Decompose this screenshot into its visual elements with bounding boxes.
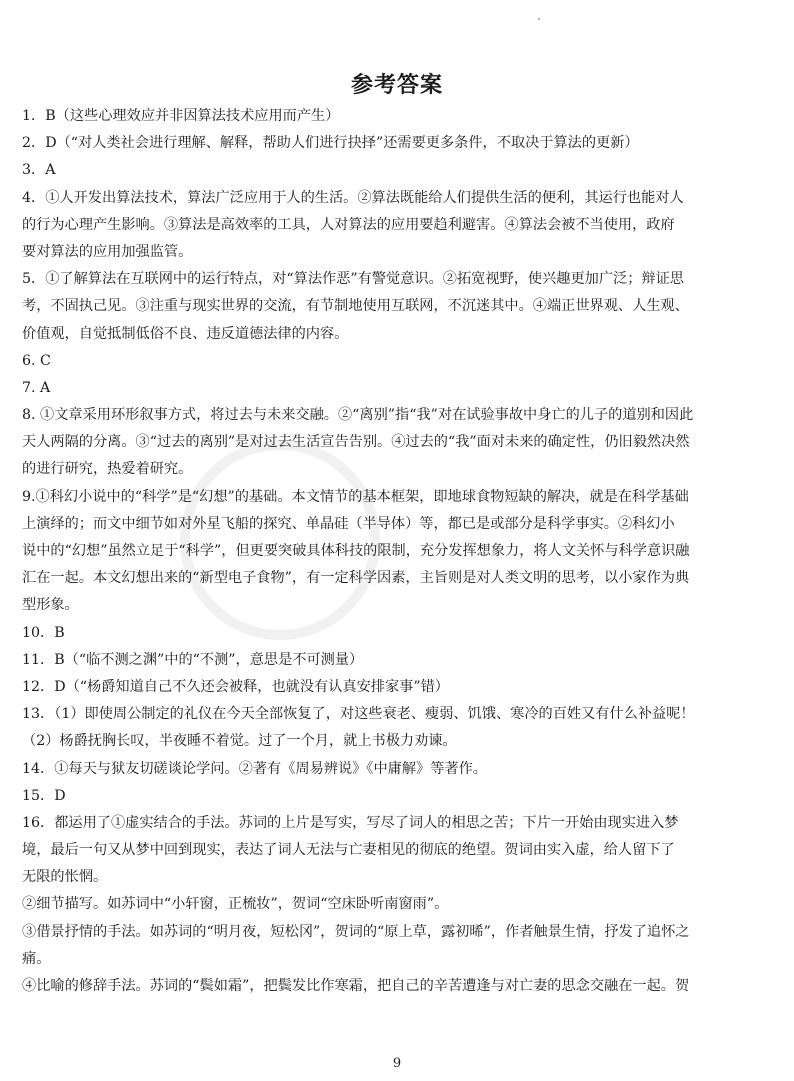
answer-line: 汇在一起。本文幻想出来的“新型电子食物”，有一定科学因素，主旨则是对人类文明的思考，以小家作为典 — [22, 570, 690, 587]
answer-line: 境，最后一句又从梦中回到现实，表达了词人无法与亡妻相见的彻底的绝望。贺词由实入虚，给人留下了 — [22, 842, 675, 859]
answer-line: 8. ①文章采用环形叙事方式，将过去与未来交融。②“离别”指“我”对在试验事故中身亡的儿子的道别和因此 — [22, 407, 694, 424]
answer-line: 无限的怅惘。 — [22, 869, 108, 886]
answer-line: 5．①了解算法在互联网中的运行特点，对“算法作恶”有警觉意识。②拓宽视野，使兴趣更加广泛；辩证思 — [22, 271, 684, 288]
answer-list — [22, 103, 766, 1000]
answer-line: 考，不固执己见。③注重与现实世界的交流，有节制地使用互联网，不沉迷其中。④端正世界观、人生观、 — [22, 298, 689, 315]
page-number: 9 — [392, 1056, 402, 1071]
answer-line: ④比喻的修辞手法。苏词的“鬓如霜”，把鬓发比作寒霜，把自己的辛苦遭逢与对亡妻的思念交融在一起。贺 — [22, 978, 690, 994]
answer-line: 2．D（“对人类社会进行理解、解释，帮助人们进行抉择”还需要更多条件，不取决于算法的更新） — [22, 135, 639, 152]
answer-line: （2）杨爵抚胸长叹，半夜睡不着觉。过了一个月，就上书极力劝谏。 — [22, 733, 457, 750]
answer-line: 的行为心理产生影响。③算法是高效率的工具，人对算法的应用要趋利避害。④算法会被不当使用，政府 — [22, 216, 675, 233]
answer-line: 14．①每天与狱友切磋谈论学问。②著有《周易辨说》《中庸解》等著作。 — [22, 760, 487, 777]
answer-line: 15．D — [22, 787, 66, 804]
answer-line: 上演绎的；而文中细节如对外星飞船的探究、单晶硅（半导体）等，都已是或部分是科学事实。②科幻小 — [22, 515, 675, 532]
answer-line: 10．B — [22, 624, 65, 641]
answer-line: 11．B（“临不测之渊”中的“不测”，意思是不可测量） — [22, 651, 364, 668]
answer-line: 1．B（这些心理效应并非因算法技术应用而产生） — [22, 108, 340, 124]
answer-line: 说中的“幻想”虽然立足于“科学”，但更要突破具体科技的限制，充分发挥想象力，将人文关怀与科学意识融 — [22, 543, 690, 559]
answer-line: 16．都运用了①虚实结合的手法。苏词的上片是写实，写尽了词人的相思之苦；下片一开始由现实进入梦 — [22, 814, 679, 831]
answer-line: 要对算法的应用加强监管。 — [22, 243, 193, 260]
answer-line: 6. C — [22, 352, 51, 369]
answer-line: ②细节描写。如苏词中“小轩窗，正梳妆”，贺词“空床卧听南窗雨”。 — [22, 896, 449, 913]
answer-line: 天人两隔的分离。③“过去的离别”是对过去生活宣告告别。④过去的“我”面对未来的确定性，仍旧毅然决然 — [22, 434, 690, 451]
answer-line: ③借景抒情的手法。如苏词的“明月夜，短松冈”，贺词的“原上草，露初晞”，作者触景生情，抒发了追怀之 — [22, 923, 690, 940]
answer-line: 9.①科幻小说中的“科学”是“幻想”的基础。本文情节的基本框架，即地球食物短缺的解决，就是在科学基础 — [22, 488, 689, 505]
page-title: 参考答案 — [350, 73, 443, 98]
answer-line: 价值观，自觉抵制低俗不良、违反道德法律的内容。 — [22, 325, 349, 342]
answer-line: 型形象。 — [22, 597, 79, 614]
scan-dot — [538, 18, 540, 20]
answer-line: 4．①人开发出算法技术，算法广泛应用于人的生活。②算法既能给人们提供生活的便利，其运行也能对人 — [22, 189, 684, 206]
answer-line: 3．A — [22, 162, 56, 179]
answer-line: 7. A — [22, 379, 51, 396]
answer-line: 12．D（“杨爵知道自己不久还会被释，也就没有认真安排家事”错） — [22, 678, 449, 695]
answer-line: 13．（1）即使周公制定的礼仪在今天全部恢复了，对这些衰老、瘦弱、饥饿、寒冷的百姓又有什么补益呢！ — [22, 706, 695, 723]
answer-line: 痛。 — [22, 950, 51, 967]
answer-line: 的进行研究，热爱着研究。 — [22, 461, 193, 478]
